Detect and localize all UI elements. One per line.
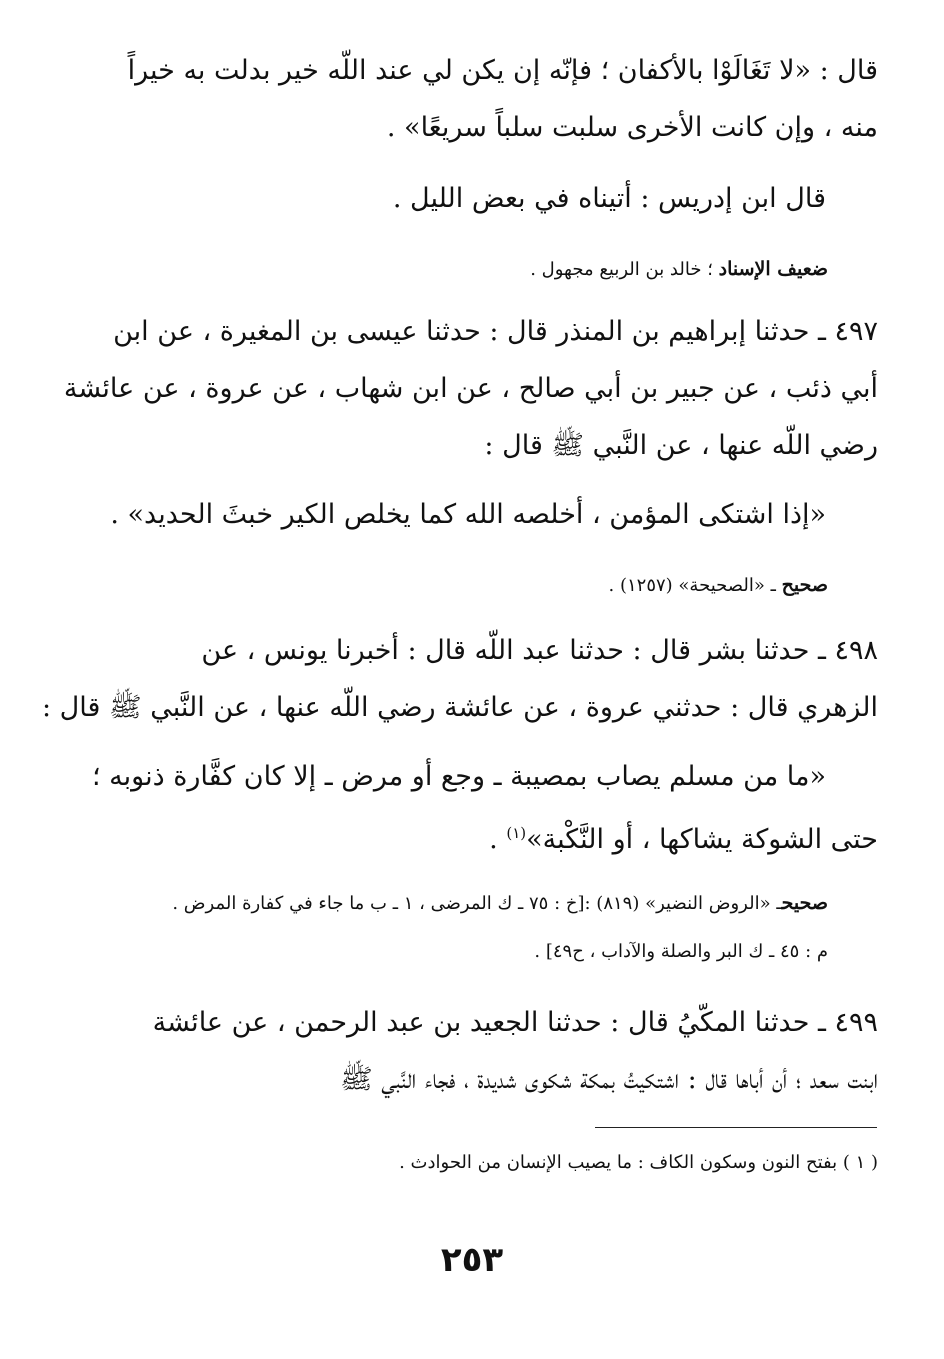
text-line: «ما من مسلم يصاب بمصيبة ـ وجع أو مرض ـ إلا كان كفَّارة ذنوبه ؛ [92,761,826,792]
matn-end: . [489,824,507,855]
text-line: الزهري قال : حدثني عروة ، عن عائشة رضي اللّه عنها ، عن النَّبي ﷺ قال : [42,692,878,723]
hadith-498-matn [92,748,878,868]
text-line: ابنت سعد ؛ أن أباها قال : اشتكيتُ بمكة شكوى شديدة ، فجاء النَّبي ﷺ [340,1064,878,1095]
text-line: «إذا اشتكى المؤمن ، أخلصه الله كما يخلص الكير خبثَ الحديد» . [110,499,826,530]
footnote-reference: (١) [506,824,527,842]
grading-note [100,888,828,967]
grading-label: صحيح [781,574,828,596]
text-line: أبي ذئب ، عن جبير بن أبي صالح ، عن ابن شهاب ، عن عروة ، عن عائشة [63,373,878,404]
hadith-498-isnad [42,622,878,736]
text-line: منه ، وإن كانت الأخرى سلبت سلباً سريعًا» . [386,112,878,143]
matn-text: حتى الشوكة يشاكها ، أو النَّكْبة» [526,824,878,855]
narration-note [104,170,826,227]
hadith-497-matn [104,486,826,543]
hadith-497-isnad [63,303,878,474]
hadith-499-isnad [104,994,878,1108]
footnote: ( ١ ) بفتح النون وسكون الكاف : ما يصيب الإنسان من الحوادث . [399,1152,878,1173]
grading-label: ضعيف الإسناد [718,258,828,280]
grading-note [60,254,828,285]
text-line [104,805,878,868]
text-line: رضي اللّه عنها ، عن النَّبي ﷺ قال : [484,430,878,461]
grading-note [60,570,828,601]
text-line: ٤٩٨ ـ حدثنا بشر قال : حدثنا عبد اللّه قال : أخبرنا يونس ، عن [201,635,878,666]
grading-label: صحيح [781,892,828,914]
grading-text: ؛ خالد بن الربيع مجهول . [530,259,713,280]
grading-text-continued: م : ٤٥ ـ ك البر والصلة والآداب ، ح٤٩] . [534,941,828,962]
grading-text: ـ «الروض النضير» (٨١٩) :[خ : ٧٥ ـ ك المرضى ، ١ ـ ب ما جاء في كفارة المرض . [172,893,782,914]
page-number: ٢٥٣ [440,1240,504,1280]
narration-paragraph [104,42,878,156]
text-line: قال : «لا تَغَالَوْا بالأكفان ؛ فإنّه إن يكن لي عند اللّه خير بدلت به خيراً [127,55,878,86]
grading-text: ـ «الصحيحة» (١٢٥٧) . [608,575,776,596]
text-line: ٤٩٩ ـ حدثنا المكّيُ قال : حدثنا الجعيد بن عبد الرحمن ، عن عائشة [152,1007,878,1038]
text-line: قال ابن إدريس : أتيناه في بعض الليل . [392,183,826,214]
footnote-separator [595,1127,877,1128]
text-line: ٤٩٧ ـ حدثنا إبراهيم بن المنذر قال : حدثنا عيسى بن المغيرة ، عن ابن [113,316,878,347]
